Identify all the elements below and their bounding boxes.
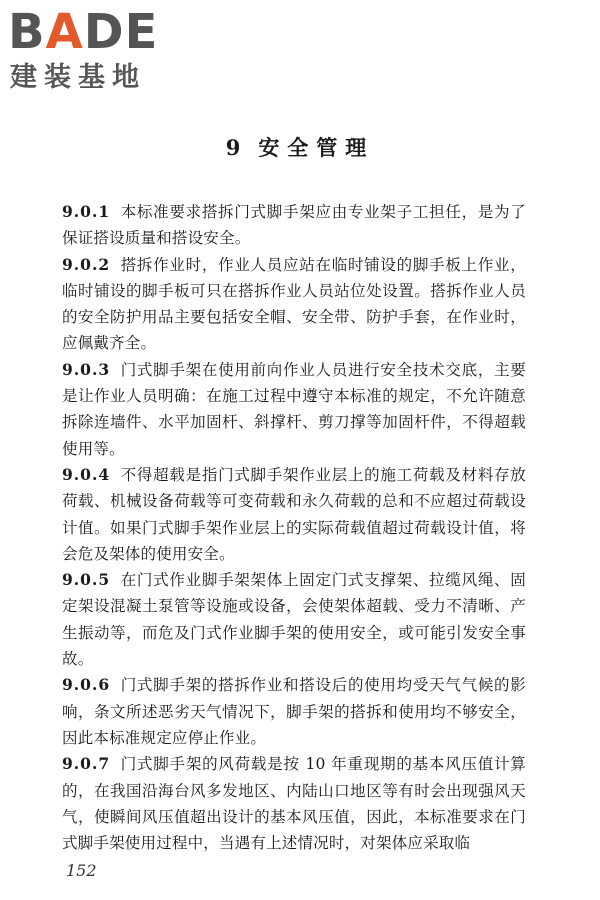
chapter-title (0, 133, 600, 163)
logo-wordmark (8, 4, 158, 60)
clause-text: 门式脚手架的搭拆作业和搭设后的使用均受天气气候的影响，条文所述恶劣天气情况下，脚手架的搭拆和使用均不够安全，因此本标准规定应停止作业。 (62, 676, 526, 747)
clause-number: 9.0.7 (62, 754, 111, 774)
logo-tagline: 建装基地 (10, 62, 146, 93)
logo-letter-a-accent: A (45, 4, 84, 60)
logo-letters-de: DE (83, 4, 159, 60)
section-paragraph (62, 252, 526, 357)
document-body (62, 199, 526, 856)
chapter-number: 9 (225, 135, 249, 160)
section-paragraph (62, 567, 526, 672)
clause-text: 搭拆作业时，作业人员应站在临时铺设的脚手板上作业，临时铺设的脚手板可只在搭拆作业人员站位处设置。搭拆作业人员的安全防护用品主要包括安全帽、安全带、防护手套，在作业时，应佩戴齐全。 (62, 255, 526, 353)
page-number: 152 (66, 861, 97, 880)
section-paragraph (62, 462, 526, 567)
bade-logo (8, 4, 178, 96)
logo-letter-b: B (8, 4, 46, 60)
clause-number: 9.0.4 (62, 464, 111, 484)
chapter-title-text: 安全管理 (258, 135, 375, 160)
clause-text: 本标准要求搭拆门式脚手架应由专业架子工担任，是为了保证搭设质量和搭设安全。 (62, 203, 526, 248)
section-paragraph (62, 357, 526, 462)
clause-number: 9.0.5 (62, 570, 111, 590)
clause-number: 9.0.2 (62, 254, 111, 274)
clause-text: 在门式作业脚手架架体上固定门式支撑架、拉缆风绳、固定架设混凝土泵管等设施或设备，会使架体超载、受力不清晰、产生振动等，而危及门式作业脚手架的使用安全，或可能引发安全事故。 (62, 571, 526, 669)
clause-text: 不得超载是指门式脚手架作业层上的施工荷载及材料存放荷载、机械设备荷载等可变荷载和永久荷载的总和不应超过荷载设计值。如果门式脚手架作业层上的实际荷载值超过荷载设计值，将会危及架体的使用安全。 (62, 465, 526, 563)
section-paragraph (62, 672, 526, 751)
clause-number: 9.0.6 (62, 675, 111, 695)
section-paragraph (62, 751, 526, 856)
clause-number: 9.0.1 (62, 202, 111, 221)
clause-text: 门式脚手架的风荷载是按 10 年重现期的基本风压值计算的，在我国沿海台风多发地区、内陆山口地区等有时会出现强风天气，使瞬间风压值超出设计的基本风压值，因此，本标准要求在门式脚手架使用过程中，当遇有上述情况时，对架体应采取临 (62, 755, 526, 853)
clause-text: 门式脚手架在使用前向作业人员进行安全技术交底，主要是让作业人员明确：在施工过程中遵守本标准的规定，不允许随意拆除连墙件、水平加固杆、斜撑杆、剪刀撑等加固杆件，不得超载使用等。 (62, 360, 526, 458)
clause-number: 9.0.3 (62, 359, 111, 379)
section-paragraph (62, 199, 526, 252)
